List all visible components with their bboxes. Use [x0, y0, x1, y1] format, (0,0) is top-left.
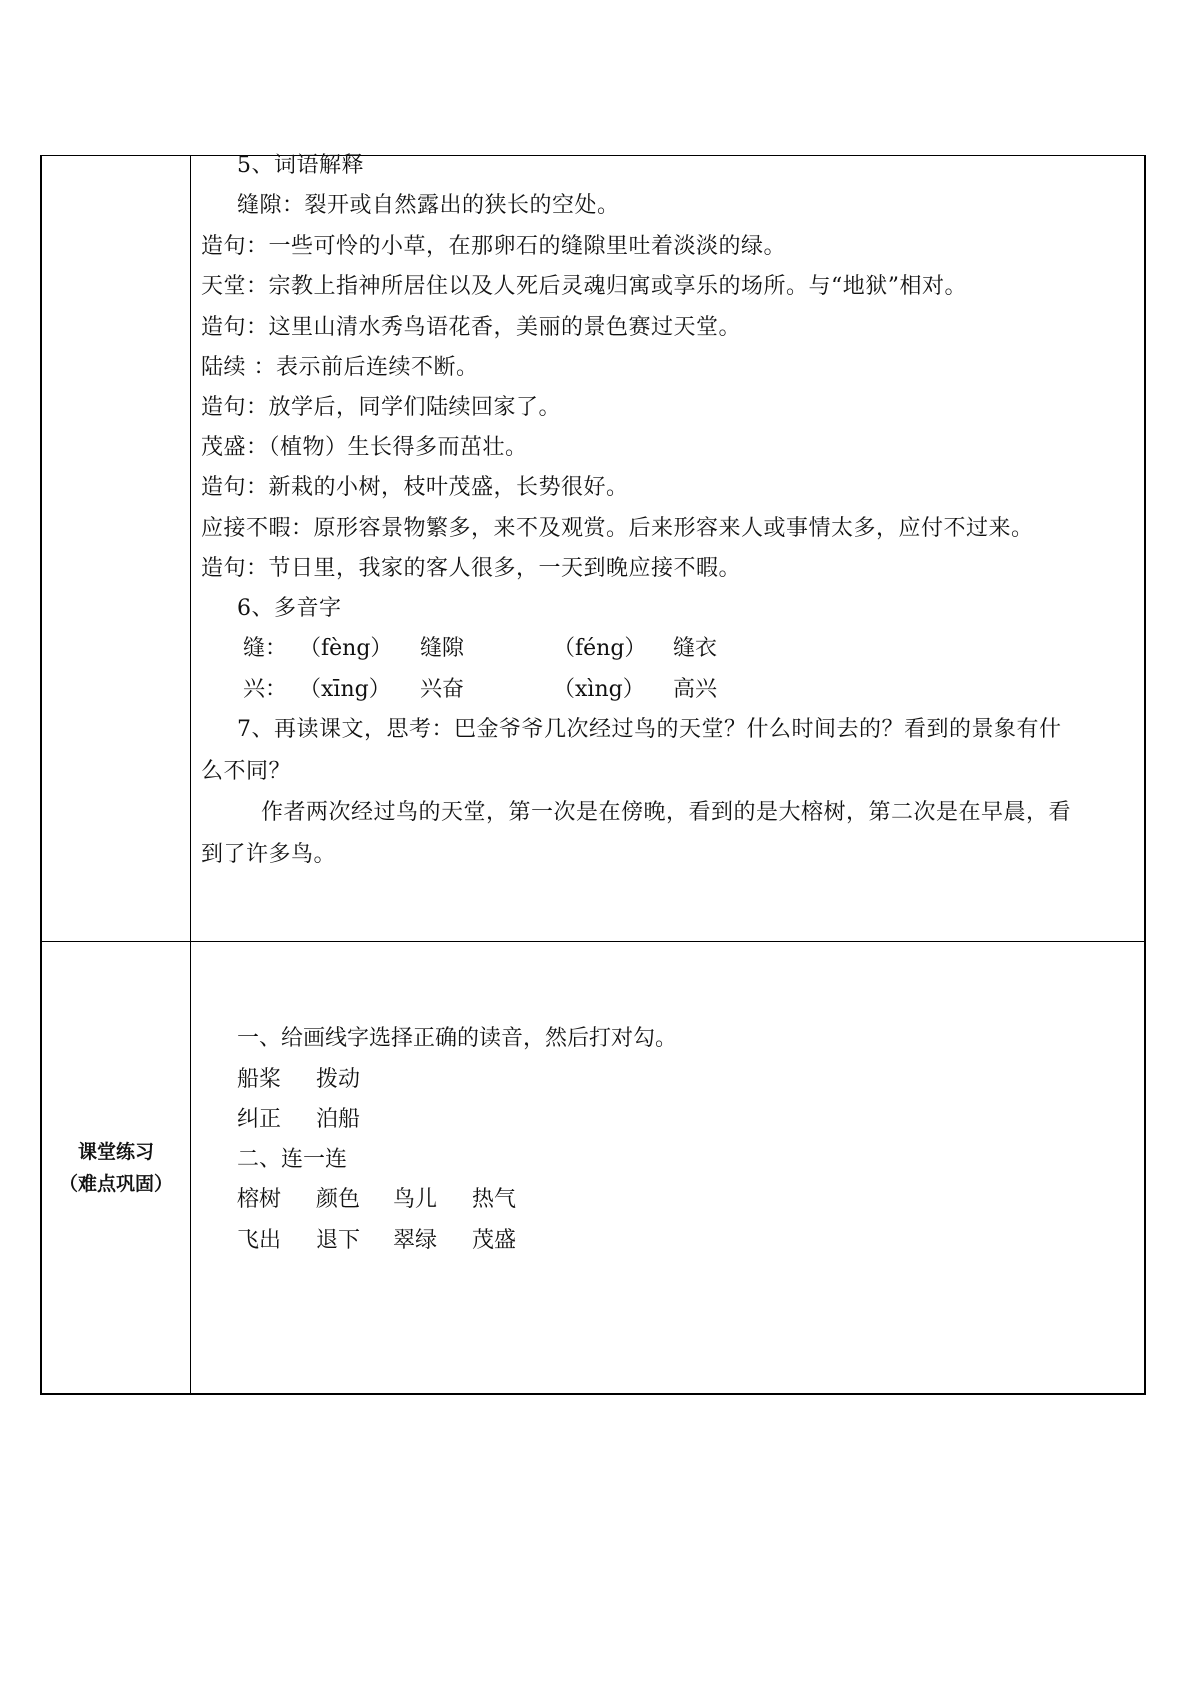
pinyin: （fèng）: [299, 636, 393, 661]
definition-line: 茂盛：（植物）生长得多而茁壮。: [201, 435, 528, 460]
word: 高兴: [673, 677, 718, 702]
match-word: 翠绿: [393, 1228, 438, 1253]
pinyin: （xīng）: [299, 677, 391, 702]
exercise-1-title: 一、给画线字选择正确的读音，然后打对勾。: [237, 1026, 678, 1051]
heading-polyphones: 6、多音字: [237, 596, 342, 621]
column-divider: [190, 155, 191, 1395]
table-border-top: [40, 155, 1146, 156]
sentence-line: 造句：放学后，同学们陆续回家了。: [201, 395, 562, 420]
definition-line: 应接不暇：原形容景物繁多，来不及观赏。后来形容来人或事情太多，应付不过来。: [201, 516, 1034, 541]
word: 缝隙: [420, 636, 465, 661]
lesson-table: [40, 155, 1146, 1395]
heading-word-explanation: 5、词语解释: [237, 153, 364, 178]
match-word: 热气: [472, 1187, 517, 1212]
polyphone-char: 缝：: [243, 636, 288, 661]
practice-sublabel: （难点巩固）: [58, 1172, 173, 1195]
match-word: 茂盛: [472, 1228, 517, 1253]
question-7-line2: 么不同？: [201, 759, 292, 784]
row-divider: [40, 941, 1146, 942]
practice-label-cell: [42, 942, 190, 1393]
sentence-line: 造句：新栽的小树，枝叶茂盛，长势很好。: [201, 475, 629, 500]
answer-line1: 作者两次经过鸟的天堂，第一次是在傍晚，看到的是大榕树，第二次是在早晨，看: [261, 800, 1072, 825]
match-word: 退下: [316, 1228, 361, 1253]
sentence-line: 造句：这里山清水秀鸟语花香，美丽的景色赛过天堂。: [201, 315, 742, 340]
sentence-line: 造句：节日里，我家的客人很多，一天到晚应接不暇。: [201, 556, 742, 581]
exercise-word: 拨动: [316, 1067, 361, 1092]
pinyin: （xìng）: [553, 677, 645, 702]
question-7-line1: 7、再读课文，思考：巴金爷爷几次经过鸟的天堂？什么时间去的？看到的景象有什: [237, 717, 1062, 742]
match-word: 鸟儿: [393, 1187, 438, 1212]
polyphone-char: 兴：: [243, 677, 288, 702]
match-word: 颜色: [316, 1187, 361, 1212]
match-word: 飞出: [237, 1228, 282, 1253]
word: 缝衣: [673, 636, 718, 661]
definition-line: 天堂：宗教上指神所居住以及人死后灵魂归寓或享乐的场所。与“地狱”相对。: [201, 274, 967, 299]
pinyin: （féng）: [553, 636, 647, 661]
exercise-word: 船桨: [237, 1067, 282, 1092]
row1-label-cell: [42, 155, 190, 941]
answer-line2: 到了许多鸟。: [201, 842, 337, 867]
exercise-2-title: 二、连一连: [237, 1147, 348, 1172]
practice-label: 课堂练习: [77, 1140, 154, 1163]
exercise-word: 泊船: [316, 1107, 361, 1132]
match-word: 榕树: [237, 1187, 282, 1212]
definition-line: 陆续 ：表示前后连续不断。: [201, 355, 479, 380]
table-border-right: [1144, 155, 1146, 1395]
sentence-line: 造句：一些可怜的小草，在那卵石的缝隙里吐着淡淡的绿。: [201, 234, 787, 259]
word: 兴奋: [420, 677, 465, 702]
definition-line: 缝隙：裂开或自然露出的狭长的空处。: [237, 193, 620, 218]
exercise-word: 纠正: [237, 1107, 282, 1132]
table-border-bottom: [40, 1393, 1146, 1395]
